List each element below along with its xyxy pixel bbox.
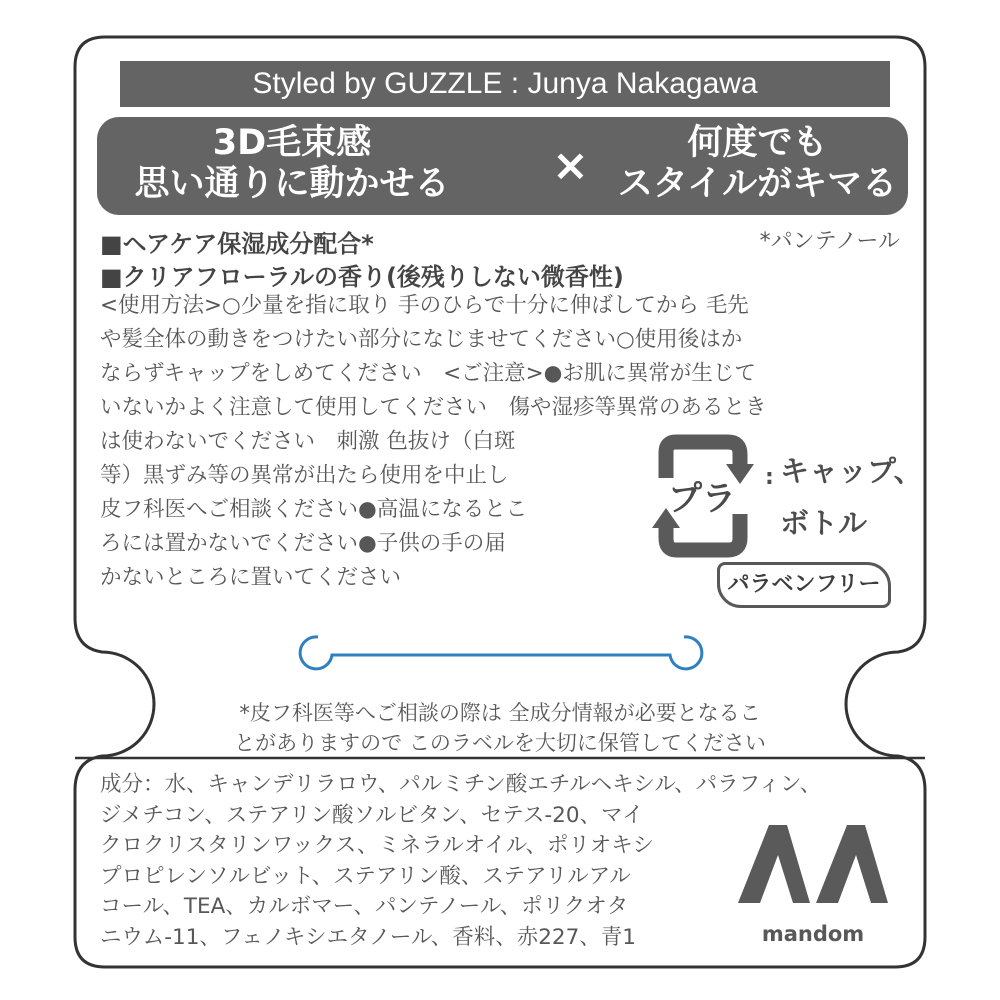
hang-hole-slit — [298, 633, 704, 673]
feature-moisturizing: ■ヘアケア保湿成分配合* — [100, 230, 374, 258]
recycle-colon: : — [765, 465, 774, 490]
note-line: *皮フ科医等へご相談の際は 全成分情報が必要となるこ — [239, 701, 761, 725]
feature-fragrance: ■クリアフローラルの香り(後残りしない微香性) — [100, 263, 624, 291]
caution-text — [100, 425, 527, 595]
consult-note — [0, 698, 1000, 758]
caution-line: 皮フ科医へご相談ください●高温になるとこ — [100, 497, 528, 522]
times-sign: × — [552, 140, 589, 191]
caution-line: かないところに置いてください — [100, 565, 402, 590]
ingredient-line: クロクリスタリンワックス、ミネラルオイル、ポリオキシ — [100, 833, 655, 858]
headline-left-line1: 3D毛束感 — [212, 123, 372, 163]
paraben-free-badge: パラベンフリー — [717, 562, 891, 608]
headline-bar — [97, 117, 908, 215]
headline-left — [97, 123, 487, 205]
usage-line: ならずキャップをしめてください <ご注意>●お肌に異常が生じて — [100, 361, 756, 386]
designer-banner: Styled by GUZZLE : Junya Nakagawa — [120, 61, 890, 107]
ingredient-line: ニウム-11、フェノキシエタノール、香料、赤227、青1 — [100, 924, 636, 950]
ingredient-line: コール、TEA、カルボマー、パンテノール、ポリクオタ — [100, 894, 629, 919]
ingredient-line: プロピレンソルビット、ステアリン酸、ステアリルアル — [100, 863, 631, 889]
note-line: とがありますので このラベルを大切に保管してください — [234, 731, 766, 755]
headline-right — [607, 123, 908, 205]
ingredient-line: 成分：水、キャンデリラロウ、パルミチン酸エチルヘキシル、パラフィン、 — [100, 772, 822, 797]
feature-footnote: *パンテノール — [759, 229, 900, 254]
recycle-part-cap: キャップ、 — [780, 454, 923, 488]
brand-name: mandom — [761, 922, 865, 946]
recycle-part-bottle: ボトル — [780, 506, 868, 540]
headline-right-line1: 何度でも — [687, 123, 828, 163]
usage-line: や髪全体の動きをつけたい部分になじませてください○使用後はか — [100, 327, 743, 352]
recycle-parts — [780, 445, 923, 549]
mandom-logo-icon — [738, 825, 888, 903]
caution-line: ろには置かないでください●子供の手の届 — [100, 531, 506, 556]
recycle-mark-text: プラ — [668, 479, 736, 519]
usage-line: いないかよく注意して使用してください 傷や湿疹等異常のあるとき — [100, 395, 767, 420]
plastic-recycle-icon — [636, 430, 766, 565]
caution-line: 等）黒ずみ等の異常が出たら使用を中止し — [100, 463, 509, 488]
usage-instructions — [100, 289, 767, 425]
headline-right-line2: スタイルがキマる — [617, 164, 898, 204]
headline-left-line2: 思い通りに動かせる — [134, 164, 450, 204]
caution-line: は使わないでください 刺激 色抜け（白斑 — [100, 429, 516, 454]
usage-line: <使用方法>○少量を指に取り 手のひらで十分に伸ばしてから 毛先 — [100, 293, 749, 318]
ingredients-list — [100, 770, 821, 953]
ingredient-line: ジメチコン、ステアリン酸ソルビタン、セテス-20、マイ — [100, 802, 644, 828]
